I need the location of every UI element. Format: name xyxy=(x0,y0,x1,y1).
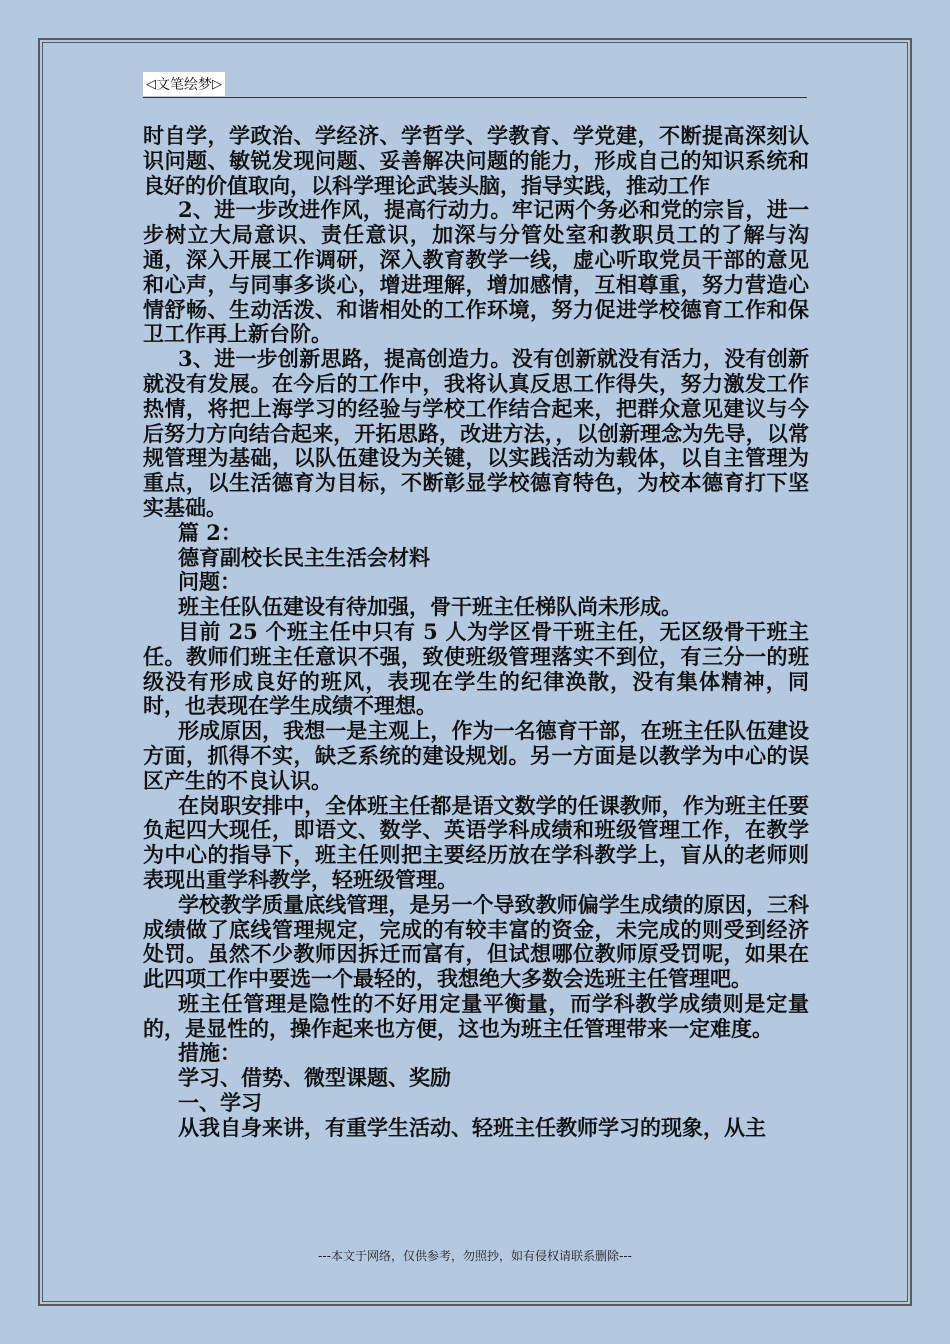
page-header xyxy=(143,72,225,96)
paragraph: 篇 2： xyxy=(178,519,242,545)
paragraph: 措施： xyxy=(178,1040,241,1066)
paragraph: 班主任管理是隐性的不好用定量平衡量，而学科教学成绩则是定量的，是显性的，操作起来也方便，这也为班主任管理带来一定难度。 xyxy=(143,990,809,1041)
paragraph: 时自学，学政治、学经济、学哲学、学教育、学党建，不断提高深刻认识问题、敏锐发现问题、妥善解决问题的能力，形成自己的知识系统和良好的价值取向，以科学理论武装头脑，指导实践，推动工作 xyxy=(143,123,809,198)
paragraph: 班主任队伍建设有待加强，骨干班主任梯队尚未形成。 xyxy=(178,594,682,620)
paragraph: 目前 25 个班主任中只有 5 人为学区骨干班主任，无区级骨干班主任。教师们班主任意识不强，致使班级管理落实不到位，有三分一的班级没有形成良好的班风，表现在学生的纪律涣散，没有集体精神，同时，也表现在学生成绩不理想。 xyxy=(143,618,809,719)
paragraph: 一、学习 xyxy=(178,1090,262,1116)
paragraph: 德育副校长民主生活会材料 xyxy=(178,544,430,570)
paragraph: 学习、借势、微型课题、奖励 xyxy=(178,1065,451,1091)
page-footer: ---本文于网络，仅供参考，勿照抄，如有侵权请联系删除--- xyxy=(318,1249,632,1263)
paragraph: 3、进一步创新思路，提高创造力。没有创新就没有活力，没有创新就没有发展。在今后的工作中，我将认真反思工作得失，努力激发工作热情，将把上海学习的经验与学校工作结合起来，把群众意见建议与今后努力方向结合起来，开拓思路，改进方法，，以创新理念为先导，以常规管理为基础，以队伍建设为关键，以实践活动为载体，以自主管理为重点，以生活德育为目标，不断彰显学校德育特色，为校本德育打下坚实基础。 xyxy=(143,346,809,520)
document-body xyxy=(143,124,809,1141)
paragraph: 学校教学质量底线管理，是另一个导致教师偏学生成绩的原因，三科成绩做了底线管理规定，完成的有较丰富的资金，未完成的则受到经济处罚。虽然不少教师因拆迁而富有，但试想哪位教师原受罚呢，如果在此四项工作中要选一个最轻的，我想绝大多数会选班主任管理吧。 xyxy=(143,891,809,992)
paragraph: 在岗职安排中，全体班主任都是语文数学的任课教师，作为班主任要负起四大现任，即语文、数学、英语学科成绩和班级管理工作，在教学为中心的指导下，班主任则把主要经历放在学科教学上，盲从的老师则表现出重学科教学，轻班级管理。 xyxy=(143,792,809,892)
paragraph: 问题： xyxy=(178,569,241,595)
paragraph: 从我自身来讲，有重学生活动、轻班主任教师学习的现象，从主 xyxy=(178,1114,766,1140)
header-title: 文笔绘梦 xyxy=(156,77,212,93)
header-divider xyxy=(143,97,807,98)
left-triangle-icon: ◁ xyxy=(146,76,156,92)
paragraph: 2、进一步改进作风，提高行动力。牢记两个务必和党的宗旨，进一步树立大局意识、责任意识，加深与分管处室和教职员工的了解与沟通，深入开展工作调研，深入教育教学一线，虚心听取党员干部的意见和心声，与同事多谈心，增进理解，增加感情，互相尊重，努力营造心情舒畅、生动活泼、和谐相处的工作环境，努力促进学校德育工作和保卫工作再上新台阶。 xyxy=(143,197,809,347)
right-triangle-icon: ▷ xyxy=(212,76,222,92)
paragraph: 形成原因，我想一是主观上，作为一名德育干部，在班主任队伍建设方面，抓得不实，缺乏系统的建设规划。另一方面是以教学为中心的误区产生的不良认识。 xyxy=(143,718,809,793)
